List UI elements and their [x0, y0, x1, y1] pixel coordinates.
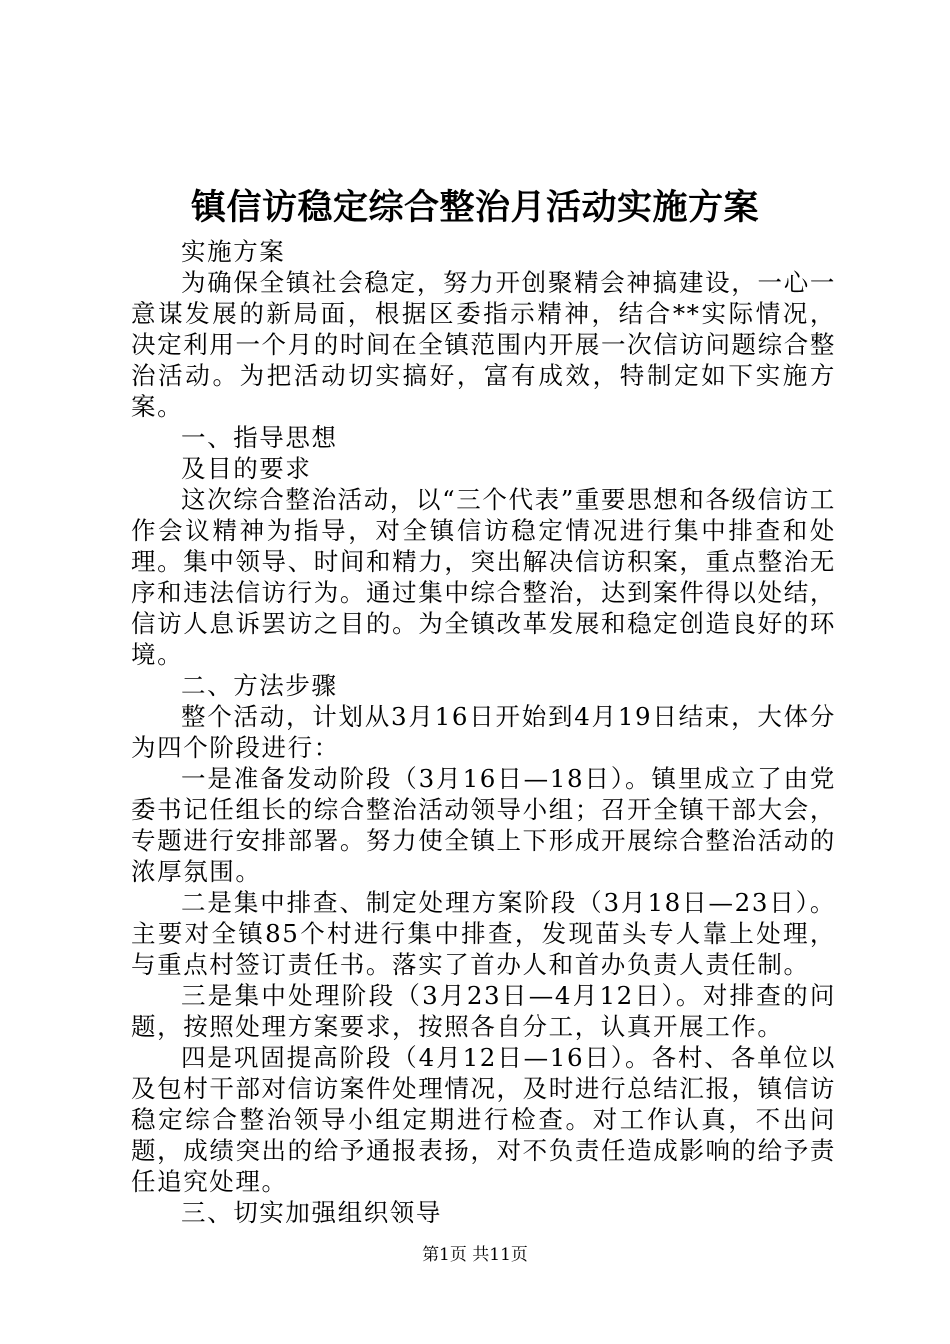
paragraph-stage-1: 一是准备发动阶段（3月16日—18日）。镇里成立了由党委书记任组长的综合整治活动领导小组；召开全镇干部大会，专题进行安排部署。努力使全镇上下形成开展综合整治活动的浓厚氛围。	[131, 764, 836, 886]
document-title: 镇信访稳定综合整治月活动实施方案	[190, 187, 759, 228]
page-number-footer: 第1页 共11页	[422, 1245, 528, 1265]
paragraph-stage-4: 四是巩固提高阶段（4月12日—16日）。各村、各单位以及包村干部对信访案件处理情况，及时进行总结汇报，镇信访稳定综合整治领导小组定期进行检查。对工作认真，不出问题，成绩突出的给予通报表扬，对不负责任造成影响的给予责任追究处理。	[131, 1043, 836, 1196]
paragraph-stage-3: 三是集中处理阶段（3月23日—4月12日）。对排查的问题，按照处理方案要求，按照各自分工，认真开展工作。	[131, 981, 836, 1041]
section-heading-2: 二、方法步骤	[181, 671, 338, 700]
section-heading-3: 三、切实加强组织领导	[181, 1198, 442, 1227]
paragraph-schedule: 整个活动，计划从3月16日开始到4月19日结束，大体分为四个阶段进行：	[131, 702, 836, 762]
section-heading-1: 一、指导思想	[181, 423, 338, 452]
paragraph-guidance: 这次综合整治活动，以“三个代表”重要思想和各级信访工作会议精神为指导，对全镇信访稳定情况进行集中排查和处理。集中领导、时间和精力，突出解决信访积案，重点整治无序和违法信访行为。通过集中综合整治，达到案件得以处结，信访人息诉罢访之目的。为全镇改革发展和稳定创造良好的环境。	[131, 485, 836, 669]
paragraph-intro: 为确保全镇社会稳定，努力开创聚精会神搞建设，一心一意谋发展的新局面，根据区委指示精神，结合**实际情况，决定利用一个月的时间在全镇范围内开展一次信访问题综合整治活动。为把活动切实搞好，富有成效，特制定如下实施方案。	[131, 268, 836, 421]
paragraph-stage-2: 二是集中排查、制定处理方案阶段（3月18日—23日）。主要对全镇85个村进行集中排查，发现苗头专人靠上处理，与重点村签订责任书。落实了首办人和首办负责人责任制。	[131, 888, 836, 979]
document-body	[131, 236, 836, 1228]
section-heading-1-cont: 及目的要求	[181, 454, 312, 483]
paragraph-subtitle: 实施方案	[181, 237, 286, 266]
